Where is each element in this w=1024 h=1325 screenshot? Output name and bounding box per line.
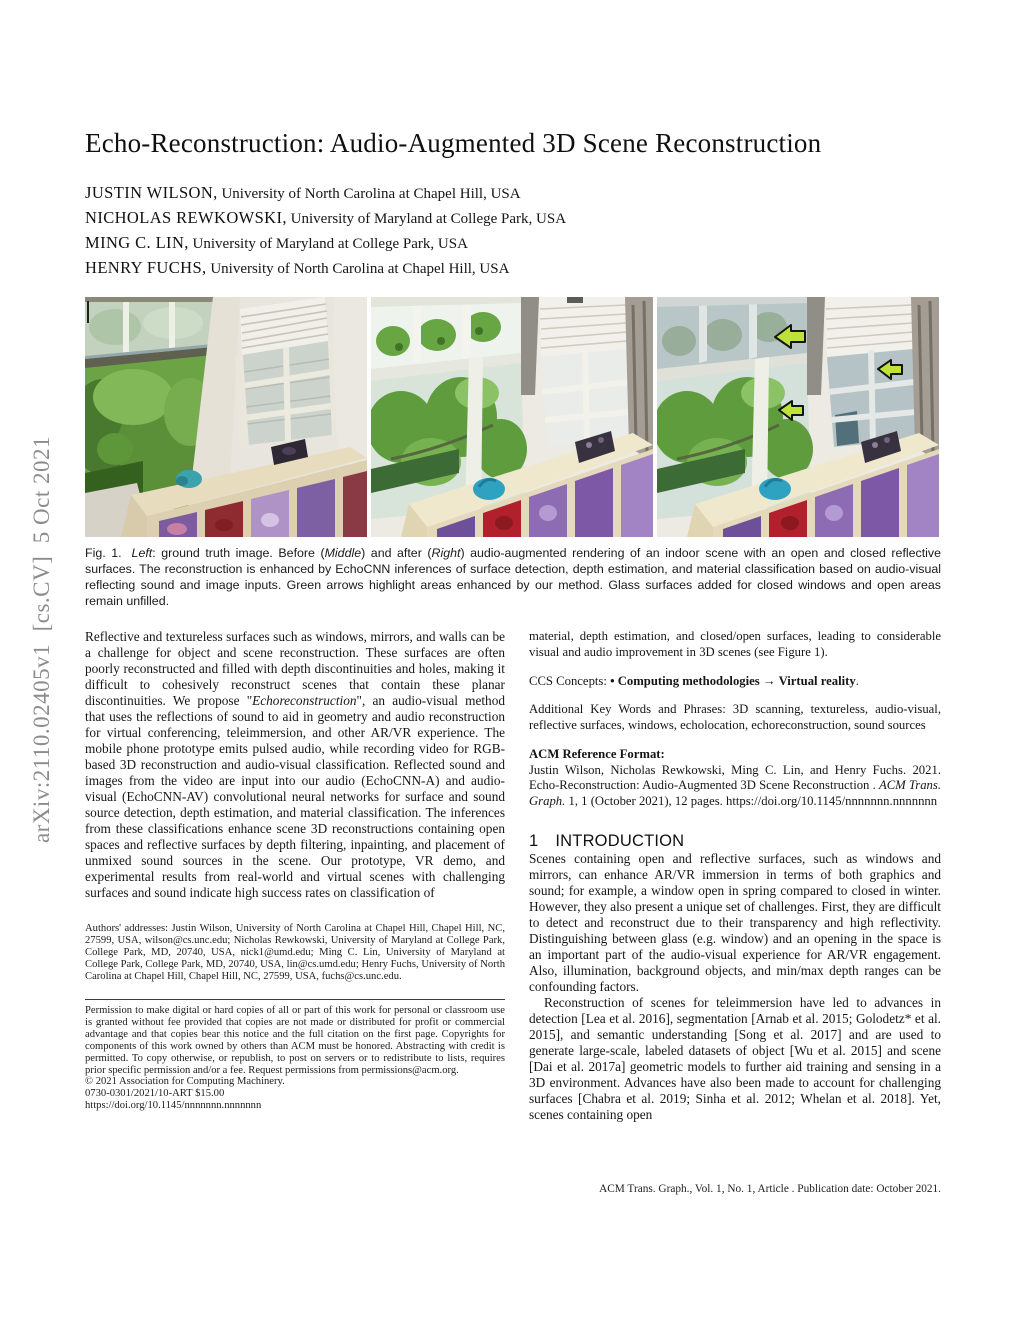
- acm-reference: ACM Reference Format: Justin Wilson, Nicholas Rewkowski, Ming C. Lin, and Henry Fuchs. 2021. Echo-Reconstruction: Audio-Augmented 3D Scene Reconstruction . ACM Trans. Graph. 1, 1 (October 2021), 12 pages. https://doi.org/10.1145/nnnnnnn.nnnnnnn: [529, 746, 942, 808]
- abstract-continuation: material, depth estimation, and closed/open surfaces, leading to considerable visual and audio improvement in 3D scenes (see Figure 1).: [529, 629, 941, 659]
- figure-label: Fig. 1.: [85, 546, 122, 560]
- author-name: MING C. LIN,: [85, 233, 189, 252]
- figure-panel-after: [657, 297, 939, 537]
- acm-reference-heading: ACM Reference Format:: [529, 746, 665, 761]
- teal-toy: [473, 478, 505, 500]
- author-affiliation: University of North Carolina at Chapel Hill, USA: [221, 186, 521, 202]
- right-column: [529, 629, 941, 1123]
- page-footer: ACM Trans. Graph., Vol. 1, No. 1, Article . Publication date: October 2021.: [599, 1183, 941, 1195]
- two-column-body: [85, 629, 941, 1123]
- intro-paragraph-1: Scenes containing open and reflective surfaces, such as windows and mirrors, can enhance AR/VR immersion in terms of both graphics and sound; for example, a window open in spring compared to closed in winter. However, they also present a unique set of challenges. First, they are difficult to detect and reconstruct due to their transparency and high reflectivity. Distinguishing between glass (e.g. window) and an opening in the space is an important part of the audio-visual experience for AR/VR engagement. Also, illumination, background objects, and min/max depth ranges can be confounding factors.: [529, 851, 941, 995]
- author-row: [85, 231, 941, 256]
- author-affiliation: University of Maryland at College Park, USA: [192, 236, 468, 252]
- permission-text: Permission to make digital or hard copies of all or part of this work for personal or classroom use is granted without fee provided that copies are not made or distributed for profit or commercial advantage and that copies bear this notice and the full citation on the first page. Copyrights for components of this work owned by others than ACM must be honored. Abstracting with credit is permitted. To copy otherwise, or republish, to post on servers or to redistribute to lists, requires prior specific permission and/or a fee. Request permissions from permissions@acm.org.: [85, 1005, 505, 1076]
- doi-line: https://doi.org/10.1145/nnnnnnn.nnnnnnn: [85, 1100, 262, 1112]
- issn-line: 0730-0301/2021/10-ART $15.00: [85, 1088, 225, 1100]
- figure-caption: Fig. 1. Left: ground truth image. Before (Middle) and after (Right) audio-augmented rendering of an indoor scene with an open and closed reflective surfaces. The reconstruction is enhanced by EchoCNN inferences of surface detection, depth estimation, and material classification based on audio-visual reflecting sound and image inputs. Green arrows highlight areas enhanced by our method. Glass surfaces added for closed windows and open areas remain unfilled.: [85, 546, 942, 608]
- section-1-heading: [529, 832, 941, 851]
- paper-content: [85, 0, 941, 1123]
- author-affiliation: University of Maryland at College Park, USA: [290, 211, 567, 227]
- author-block: [85, 181, 941, 281]
- permission-block: [85, 999, 505, 1112]
- author-row: [85, 206, 941, 231]
- section-number: 1: [529, 832, 539, 851]
- left-column: [85, 629, 505, 1123]
- arxiv-sidebar: [12, 325, 72, 955]
- keywords: Additional Key Words and Phrases: 3D scanning, textureless, audio-visual, reflective surfaces, windows, echolocation, echoreconstruction, sound sources: [529, 702, 941, 733]
- figure-panel-ground-truth: [85, 297, 367, 537]
- figure-1: [85, 297, 941, 537]
- author-affiliation: University of North Carolina at Chapel Hill, USA: [210, 261, 510, 277]
- paper-title: Echo-Reconstruction: Audio-Augmented 3D Scene Reconstruction: [85, 128, 822, 158]
- arxiv-identifier: arXiv:2110.02405v1 [cs.CV] 5 Oct 2021: [29, 436, 54, 844]
- author-name: HENRY FUCHS,: [85, 258, 207, 277]
- author-name: NICHOLAS REWKOWSKI,: [85, 208, 287, 227]
- intro-paragraph-2: Reconstruction of scenes for teleimmersion have led to advances in detection [Lea et al. 2016], segmentation [Arnab et al. 2015; Golodetz* et al. 2015], and semantic understanding [Song et al. 2017] and are used to generate large-scale, labeled datasets of object [Wu et al. 2015] and scene [Dai et al. 2017a] geometric models to further aid training and sensing in a 3D environment. Advances have also been made to account for challenging surfaces [Chabra et al. 2019; Sinha et al. 2012; Whelan et al. 2018]. Yet, scenes containing open: [529, 995, 941, 1123]
- teal-toy: [176, 470, 202, 488]
- figure-panel-before: [371, 297, 653, 537]
- section-title: INTRODUCTION: [555, 832, 685, 851]
- author-row: [85, 256, 941, 281]
- author-row: [85, 181, 941, 206]
- ccs-concepts: CCS Concepts: • Computing methodologies → Virtual reality.: [529, 673, 859, 688]
- teal-toy: [759, 478, 791, 500]
- author-name: JUSTIN WILSON,: [85, 183, 218, 202]
- authors-addresses: Authors' addresses: Justin Wilson, University of North Carolina at Chapel Hill, Chapel Hill, NC, 27599, USA, wilson@cs.unc.edu; Nicholas Rewkowski, University of Maryland at College Park, College Park, MD, 20740, USA, nick1@umd.edu; Ming C. Lin, University of Maryland at College Park, College Park, MD, 20740, USA, lin@cs.umd.edu; Henry Fuchs, University of North Carolina at Chapel Hill, Chapel Hill, NC, 27599, USA, fuchs@cs.unc.edu.: [85, 923, 505, 982]
- copyright-line: © 2021 Association for Computing Machinery.: [85, 1076, 285, 1088]
- abstract: Reflective and textureless surfaces such as windows, mirrors, and walls can be a challenge for object and scene reconstruction. These surfaces are often poorly reconstructed and filled with depth discontinuities and holes, making it difficult to cohesively reconstruct scenes that contain these planar discontinuities. We propose "Echoreconstruction", an audio-visual method that uses the reflections of sound to aid in geometry and audio reconstruction for virtual conferencing, teleimmersion, and other AR/VR experience. The mobile phone prototype emits pulsed audio, while recording video for RGB-based 3D reconstruction and audio-visual classification. Reflected sound and images from the video are input into our audio (EchoCNN-A) and audio-visual (EchoCNN-AV) convolutional neural networks for surface and sound source detection, depth estimation, and material classification. The inferences from these classifications enhance scene 3D reconstructions containing open spaces and reflective surfaces by depth filtering, inpainting, and placement of unmixed sound sources in the scene. Our prototype, VR demo, and experimental results from real-world and virtual scenes with challenging surfaces and sound indicate high success rates on classification of: [85, 629, 505, 900]
